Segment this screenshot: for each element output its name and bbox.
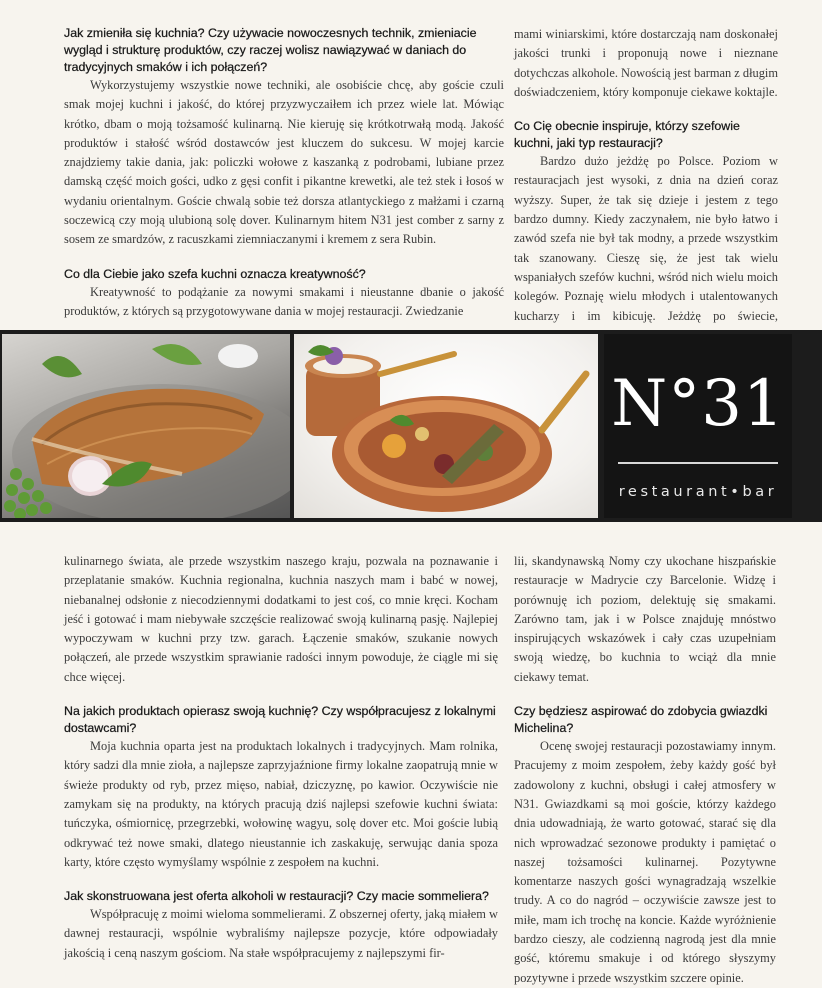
column-top-right [514, 25, 778, 364]
continued-paragraph: mami winiarskimi, które dostarczają nam doskonałej jakości trunki i proponują nowe i nieznane dotychczas alkohole. Nowością jest barman z długim doświadczeniem, który komponuje ciekawe koktajle. [514, 27, 778, 99]
photo-strip [0, 330, 822, 522]
restaurant-logo [604, 334, 792, 518]
column-top-left [64, 25, 504, 321]
question-heading: Czy będziesz aspirować do zdobycia gwiazdki Michelina? [514, 704, 768, 736]
answer-paragraph: Wykorzystujemy wszystkie nowe techniki, ale osobiście chcę, aby goście czuli smak mojej kuchni i jakość, do której przyzwyczaiłem ich przez wiele lat. Mówiąc krótko, dbam o moją tożsamość kulinarną. Nie kieruję się krótkotrwałą modą. Jakość produktów i stałość wśród dostawców jest kluczem do sukcesu. W mojej karcie znajdziemy takie dania, jak: policzki wołowe z kaszanką z podrobami, lubiane przez damską część moich gości, udko z gęsi confit i pikantne krewetki, ale też stek i łosoś w wydaniu orientalnym. Goście chwalą sobie też dorsza atlantyckiego z małżami i czarną soczewicą czy moją ulubioną solę dover. Kulinarnym hitem N31 jest comber z sarny z sosem ze smardzów, z racuszkami ziemniaczanymi i kremem z sera Rubin. [64, 78, 504, 247]
logo-number: N°31 [611, 367, 785, 441]
question-heading: Jak skonstruowana jest oferta alkoholi w restauracji? Czy macie sommeliera? [64, 889, 489, 904]
pan-dish-photo [294, 334, 598, 518]
logo-subtitle: restaurant•bar [618, 484, 778, 500]
fish-dish-photo [2, 334, 290, 518]
column-bottom-left [64, 552, 498, 963]
column-bottom-right [514, 552, 776, 988]
question-heading: Na jakich produktach opierasz swoją kuchnię? Czy współpracujesz z lokalnymi dostawcami? [64, 704, 496, 736]
continued-paragraph: lii, skandynawską Nomy czy ukochane hiszpańskie restauracje w Madrycie czy Barcelonie. Widzę i porównuję ich poziom, delektuję się smakami. Zarówno tam, jak i w Polsce znajduję mnóstwo inspirujących wskazówek i cały czas uzupełniam swoją wiedzę, bo kuchnia to wciąż dla mnie ciekawy temat. [514, 554, 776, 684]
pan-dish-illustration [294, 334, 598, 518]
fish-dish-illustration [2, 334, 290, 518]
question-heading: Jak zmieniła się kuchnia? Czy używacie nowoczesnych technik, zmieniacie wygląd i strukturę produktów, czy raczej wolisz nawiązywać w daniach do tradycyjnych smaków i ich połączeń? [64, 26, 477, 74]
answer-paragraph: Moja kuchnia oparta jest na produktach lokalnych i tradycyjnych. Mam rolnika, który sadzi dla mnie zioła, a najlepsze zaprzyjaźnione firmy lokalne zaopatrują mnie w świeże produkty od ryb, przez mięso, nabiał, dziczyznę, po kawior. Oczywiście nie zamykam się na produkty, na których pracują dziś najlepsi szefowie kuchni świata: tuńczyka, ośmiornicę, przegrzebki, wołowinę wagyu, solę dover etc. Moi goście lubią odkrywać też nowe smaki, dlatego nieustannie ich zaskakuję, serwując dania spoza karty, które często wymyślamy wspólnie z zespołem na kuchni. [64, 739, 498, 869]
answer-paragraph: Ocenę swojej restauracji pozostawiamy innym. Pracujemy z moim zespołem, żeby każdy gość był zadowolony z kuchni, obsługi i całej atmosfery w N31. Gwiazdkami są moi goście, którzy każdego dnia udowadniają, że warto gotować, starać się dla nich wprowadzać sezonowe produkty i pamiętać o naszej tożsamości kulinarnej. Pozytywne komentarze naszych gości wynagradzają wszelkie trudy. A co do nagród – oczywiście zawsze jest to miłe, mam ich trochę na koncie. Każde wyróżnienie bardzo cieszy, ale codzienną nagrodą jest dla mnie gość, któremu smakuje i od którego słyszymy pozytywne i przede wszystkim szczere opinie. [514, 739, 776, 985]
continued-paragraph: kulinarnego świata, ale przede wszystkim naszego kraju, pozwala na poznawanie i przeplatanie smaków. Kuchnia regionalna, kuchnia naszych mam i babć w nowej, niebanalnej odsłonie z niecodziennymi dodatkami to jest coś, co mnie kręci. Kocham jeść i gotować i mam niebywałe szczęście realizować swoją kulinarną pasję. Najlepiej wypoczywam w kuchni przy tzw. garach. Łączenie smaków, szukanie nowych połączeń, ale przede wszystkim sprawianie radości innym powoduje, że ciągle mi się chce więcej. [64, 554, 498, 684]
logo-divider [618, 462, 778, 464]
question-heading: Co Cię obecnie inspiruje, którzy szefowie kuchni, jaki typ restauracji? [514, 119, 740, 151]
answer-paragraph: Współpracuję z moimi wieloma sommelierami. Z obszernej oferty, jaką miałem w dawnej restauracji, wspólnie wybraliśmy najlepsze pozycje, które odpowiadały jakością i ceną naszym gościom. Na stałe współpracujemy z najlepszymi fir- [64, 907, 498, 960]
question-heading: Co dla Ciebie jako szefa kuchni oznacza kreatywność? [64, 266, 366, 281]
answer-paragraph: Bardzo dużo jeżdżę po Polsce. Poziom w restauracjach jest wysoki, z dnia na dzień coraz wyższy. Super, że tak się dzieje i jestem z tego bardzo dumny. Kiedy zaczynałem, nie było łatwo i zawód szefa nie był tak modny, a przede wszystkim tak szanowany. Cieszę się, że jest tak wielu wspaniałych szefów kuchni, wśród nich wielu moich kolegów. Poznaję wielu młodych i utalentowanych kucharzy i im kibicuję. Jeżdżę po świecie, [514, 154, 778, 323]
answer-paragraph: Kreatywność to podążanie za nowymi smakami i nieustanne dbanie o jakość produktów, z których są przygotowywane dania w mojej restauracji. Zwiedzanie [64, 284, 504, 318]
